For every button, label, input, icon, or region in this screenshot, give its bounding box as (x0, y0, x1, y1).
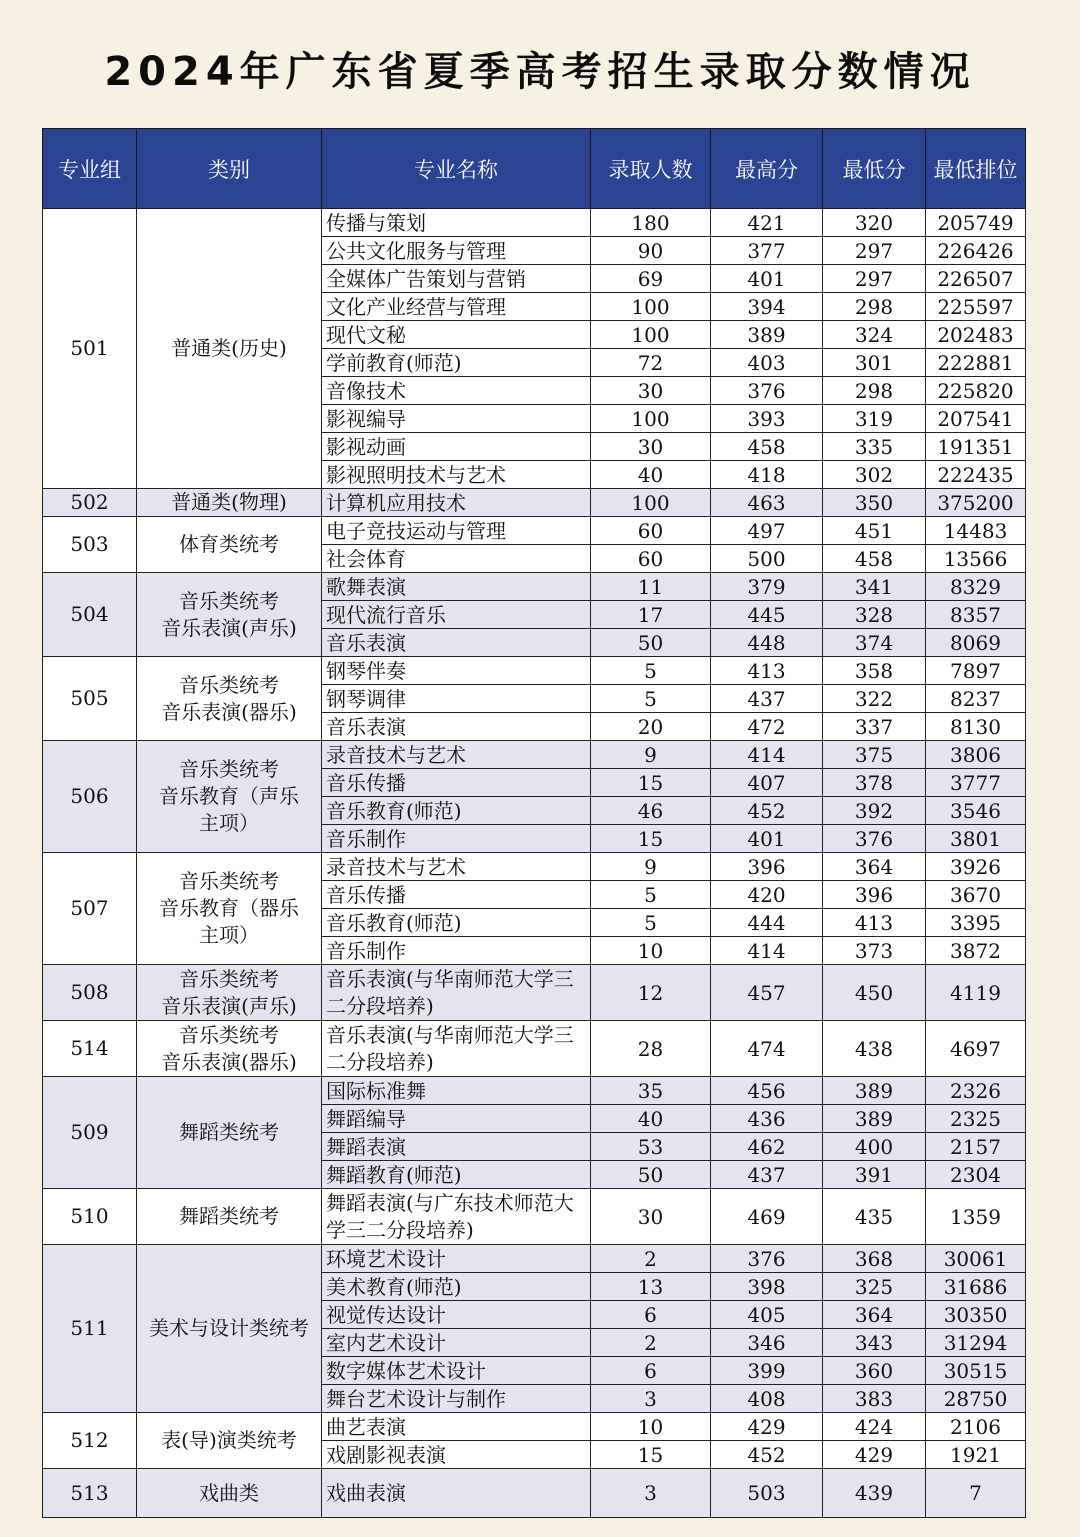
min-score: 360 (823, 1357, 926, 1385)
max-score: 405 (711, 1301, 823, 1329)
category-line: 普通类(物理) (171, 490, 287, 514)
major-name: 影视照明技术与艺术 (322, 461, 591, 489)
header-category: 类别 (137, 129, 322, 209)
max-score: 413 (711, 657, 823, 685)
major-name: 计算机应用技术 (322, 489, 591, 517)
group-code: 506 (43, 741, 137, 853)
admit-count: 6 (591, 1357, 711, 1385)
admit-count: 3 (591, 1469, 711, 1518)
major-name: 钢琴伴奏 (322, 657, 591, 685)
max-score: 458 (711, 433, 823, 461)
major-name: 舞蹈表演(与广东技术师范大学三二分段培养) (322, 1189, 591, 1245)
min-rank: 7897 (926, 657, 1026, 685)
admit-count: 100 (591, 321, 711, 349)
min-rank: 31294 (926, 1329, 1026, 1357)
admit-count: 40 (591, 1105, 711, 1133)
major-name: 录音技术与艺术 (322, 741, 591, 769)
admit-count: 13 (591, 1273, 711, 1301)
admit-count: 90 (591, 237, 711, 265)
major-name: 曲艺表演 (322, 1413, 591, 1441)
max-score: 421 (711, 209, 823, 237)
max-score: 414 (711, 741, 823, 769)
major-name: 现代流行音乐 (322, 601, 591, 629)
major-name: 音乐表演(与华南师范大学三二分段培养) (322, 965, 591, 1021)
category-line: 音乐类统考 (179, 1022, 279, 1047)
major-name: 音乐教育(师范) (322, 797, 591, 825)
min-rank: 3670 (926, 881, 1026, 909)
major-name: 音乐传播 (322, 881, 591, 909)
group-category (137, 209, 322, 489)
min-rank: 3395 (926, 909, 1026, 937)
table-row (43, 853, 1026, 881)
max-score: 463 (711, 489, 823, 517)
category-line: 表(导)演类统考 (161, 1428, 297, 1452)
admit-count: 60 (591, 517, 711, 545)
min-rank: 3806 (926, 741, 1026, 769)
min-score: 343 (823, 1329, 926, 1357)
category-line: 音乐类统考 (179, 869, 279, 893)
admit-count: 100 (591, 489, 711, 517)
admit-count: 30 (591, 433, 711, 461)
category-line: 音乐教育（声乐 (159, 784, 299, 808)
category-line: 美术与设计类统考 (149, 1316, 309, 1340)
min-rank: 226426 (926, 237, 1026, 265)
max-score: 394 (711, 293, 823, 321)
min-rank: 1921 (926, 1441, 1026, 1469)
admit-count: 9 (591, 741, 711, 769)
min-rank: 2157 (926, 1133, 1026, 1161)
min-score: 439 (823, 1469, 926, 1518)
admit-count: 10 (591, 937, 711, 965)
max-score: 408 (711, 1385, 823, 1413)
min-score: 298 (823, 377, 926, 405)
admit-count: 5 (591, 685, 711, 713)
major-name: 社会体育 (322, 545, 591, 573)
admit-count: 100 (591, 293, 711, 321)
admission-score-table-wrap (42, 128, 1025, 1518)
major-name: 现代文秘 (322, 321, 591, 349)
major-name: 音乐制作 (322, 937, 591, 965)
admit-count: 72 (591, 349, 711, 377)
major-name: 戏剧影视表演 (322, 1441, 591, 1469)
min-score: 337 (823, 713, 926, 741)
min-score: 396 (823, 881, 926, 909)
group-code: 510 (43, 1189, 137, 1245)
admit-count: 5 (591, 657, 711, 685)
admit-count: 5 (591, 909, 711, 937)
admit-count: 50 (591, 1161, 711, 1189)
header-group: 专业组 (43, 129, 137, 209)
max-score: 414 (711, 937, 823, 965)
min-score: 301 (823, 349, 926, 377)
max-score: 377 (711, 237, 823, 265)
table-row (43, 1189, 1026, 1245)
group-code: 503 (43, 517, 137, 573)
max-score: 399 (711, 1357, 823, 1385)
max-score: 389 (711, 321, 823, 349)
min-rank: 4697 (926, 1021, 1026, 1077)
max-score: 403 (711, 349, 823, 377)
min-score: 325 (823, 1273, 926, 1301)
major-name: 录音技术与艺术 (322, 853, 591, 881)
major-name: 音乐表演 (322, 713, 591, 741)
min-score: 413 (823, 909, 926, 937)
min-rank: 207541 (926, 405, 1026, 433)
header-max-score: 最高分 (711, 129, 823, 209)
min-rank: 30350 (926, 1301, 1026, 1329)
min-score: 389 (823, 1105, 926, 1133)
min-rank: 2106 (926, 1413, 1026, 1441)
category-line: 普通类(历史) (171, 336, 287, 360)
min-score: 375 (823, 741, 926, 769)
min-rank: 3801 (926, 825, 1026, 853)
max-score: 503 (711, 1469, 823, 1518)
group-category (137, 489, 322, 517)
max-score: 456 (711, 1077, 823, 1105)
group-code: 505 (43, 657, 137, 741)
admit-count: 35 (591, 1077, 711, 1105)
category-line: 音乐类统考 (179, 757, 279, 781)
major-name: 学前教育(师范) (322, 349, 591, 377)
min-score: 400 (823, 1133, 926, 1161)
admit-count: 30 (591, 377, 711, 405)
max-score: 448 (711, 629, 823, 657)
admit-count: 17 (591, 601, 711, 629)
header-major: 专业名称 (322, 129, 591, 209)
max-score: 452 (711, 1441, 823, 1469)
min-score: 368 (823, 1245, 926, 1273)
min-rank: 8329 (926, 573, 1026, 601)
group-code: 504 (43, 573, 137, 657)
max-score: 444 (711, 909, 823, 937)
admit-count: 69 (591, 265, 711, 293)
min-score: 322 (823, 685, 926, 713)
major-name: 环境艺术设计 (322, 1245, 591, 1273)
table-row (43, 965, 1026, 1021)
category-line: 音乐教育（器乐 (159, 896, 299, 920)
min-rank: 191351 (926, 433, 1026, 461)
group-category (137, 517, 322, 573)
admit-count: 50 (591, 629, 711, 657)
min-score: 358 (823, 657, 926, 685)
major-name: 音乐教育(师范) (322, 909, 591, 937)
table-row (43, 573, 1026, 601)
category-line: 音乐表演(器乐) (161, 699, 297, 724)
admit-count: 10 (591, 1413, 711, 1441)
min-score: 392 (823, 797, 926, 825)
min-score: 328 (823, 601, 926, 629)
major-name: 舞蹈表演 (322, 1133, 591, 1161)
major-name: 歌舞表演 (322, 573, 591, 601)
table-row (43, 1021, 1026, 1077)
major-name: 数字媒体艺术设计 (322, 1357, 591, 1385)
category-line: 戏曲类 (199, 1480, 259, 1505)
min-score: 458 (823, 545, 926, 573)
min-score: 350 (823, 489, 926, 517)
table-row (43, 209, 1026, 237)
min-rank: 205749 (926, 209, 1026, 237)
min-score: 391 (823, 1161, 926, 1189)
table-row (43, 741, 1026, 769)
admit-count: 2 (591, 1245, 711, 1273)
max-score: 407 (711, 769, 823, 797)
header-min-rank: 最低排位 (926, 129, 1026, 209)
min-score: 438 (823, 1021, 926, 1077)
group-code: 507 (43, 853, 137, 965)
major-name: 音像技术 (322, 377, 591, 405)
major-name: 影视动画 (322, 433, 591, 461)
max-score: 393 (711, 405, 823, 433)
min-rank: 1359 (926, 1189, 1026, 1245)
major-name: 电子竞技运动与管理 (322, 517, 591, 545)
min-score: 302 (823, 461, 926, 489)
min-score: 451 (823, 517, 926, 545)
max-score: 436 (711, 1105, 823, 1133)
group-category (137, 657, 322, 741)
min-rank: 8357 (926, 601, 1026, 629)
max-score: 420 (711, 881, 823, 909)
group-code: 509 (43, 1077, 137, 1189)
min-rank: 2325 (926, 1105, 1026, 1133)
min-score: 297 (823, 265, 926, 293)
admit-count: 6 (591, 1301, 711, 1329)
major-name: 音乐制作 (322, 825, 591, 853)
major-name: 美术教育(师范) (322, 1273, 591, 1301)
major-name: 音乐表演 (322, 629, 591, 657)
category-line: 音乐类统考 (179, 966, 279, 991)
max-score: 401 (711, 825, 823, 853)
category-line: 音乐表演(器乐) (161, 1049, 297, 1074)
group-category (137, 1077, 322, 1189)
group-category (137, 1021, 322, 1077)
min-rank: 226507 (926, 265, 1026, 293)
table-body (43, 209, 1026, 1518)
admit-count: 15 (591, 1441, 711, 1469)
max-score: 429 (711, 1413, 823, 1441)
min-rank: 28750 (926, 1385, 1026, 1413)
min-rank: 30061 (926, 1245, 1026, 1273)
category-line: 舞蹈类统考 (179, 1204, 279, 1228)
group-category (137, 741, 322, 853)
admit-count: 15 (591, 825, 711, 853)
major-name: 影视编导 (322, 405, 591, 433)
table-row (43, 1469, 1026, 1518)
admit-count: 40 (591, 461, 711, 489)
max-score: 418 (711, 461, 823, 489)
table-row (43, 1245, 1026, 1273)
group-code: 514 (43, 1021, 137, 1077)
min-rank: 222435 (926, 461, 1026, 489)
min-score: 376 (823, 825, 926, 853)
min-rank: 7 (926, 1469, 1026, 1518)
admit-count: 5 (591, 881, 711, 909)
category-line: 音乐类统考 (179, 672, 279, 697)
table-row (43, 657, 1026, 685)
group-code: 508 (43, 965, 137, 1021)
admit-count: 46 (591, 797, 711, 825)
min-rank: 3872 (926, 937, 1026, 965)
table-header-row (43, 129, 1026, 209)
admit-count: 30 (591, 1189, 711, 1245)
major-name: 传播与策划 (322, 209, 591, 237)
max-score: 398 (711, 1273, 823, 1301)
min-rank: 31686 (926, 1273, 1026, 1301)
min-rank: 222881 (926, 349, 1026, 377)
category-line: 舞蹈类统考 (179, 1120, 279, 1144)
min-score: 373 (823, 937, 926, 965)
major-name: 钢琴调律 (322, 685, 591, 713)
max-score: 462 (711, 1133, 823, 1161)
min-rank: 8130 (926, 713, 1026, 741)
max-score: 472 (711, 713, 823, 741)
min-score: 298 (823, 293, 926, 321)
category-line: 主项） (199, 811, 259, 835)
admit-count: 60 (591, 545, 711, 573)
category-line: 音乐类统考 (179, 588, 279, 613)
min-score: 383 (823, 1385, 926, 1413)
min-rank: 3777 (926, 769, 1026, 797)
group-category (137, 1245, 322, 1413)
max-score: 497 (711, 517, 823, 545)
min-score: 450 (823, 965, 926, 1021)
group-category (137, 1189, 322, 1245)
min-rank: 3926 (926, 853, 1026, 881)
min-rank: 13566 (926, 545, 1026, 573)
admit-count: 3 (591, 1385, 711, 1413)
min-rank: 225597 (926, 293, 1026, 321)
group-code: 501 (43, 209, 137, 489)
header-min-score: 最低分 (823, 129, 926, 209)
min-rank: 2326 (926, 1077, 1026, 1105)
table-row (43, 517, 1026, 545)
page-title: 2024年广东省夏季高考招生录取分数情况 (104, 49, 976, 95)
group-category (137, 853, 322, 965)
min-score: 335 (823, 433, 926, 461)
major-name: 视觉传达设计 (322, 1301, 591, 1329)
category-line: 音乐表演(声乐) (161, 615, 297, 640)
group-code: 512 (43, 1413, 137, 1469)
group-category (137, 965, 322, 1021)
admit-count: 9 (591, 853, 711, 881)
table-row (43, 1413, 1026, 1441)
major-name: 舞台艺术设计与制作 (322, 1385, 591, 1413)
max-score: 376 (711, 1245, 823, 1273)
admission-score-table (42, 128, 1026, 1518)
category-line: 主项） (199, 923, 259, 947)
min-score: 429 (823, 1441, 926, 1469)
group-code: 513 (43, 1469, 137, 1518)
header-count: 录取人数 (591, 129, 711, 209)
max-score: 401 (711, 265, 823, 293)
max-score: 445 (711, 601, 823, 629)
max-score: 469 (711, 1189, 823, 1245)
admit-count: 20 (591, 713, 711, 741)
min-score: 374 (823, 629, 926, 657)
min-rank: 8069 (926, 629, 1026, 657)
min-rank: 2304 (926, 1161, 1026, 1189)
min-score: 319 (823, 405, 926, 433)
min-rank: 375200 (926, 489, 1026, 517)
max-score: 437 (711, 1161, 823, 1189)
group-category (137, 1469, 322, 1518)
min-score: 341 (823, 573, 926, 601)
admit-count: 180 (591, 209, 711, 237)
min-score: 389 (823, 1077, 926, 1105)
admit-count: 100 (591, 405, 711, 433)
min-score: 364 (823, 1301, 926, 1329)
max-score: 500 (711, 545, 823, 573)
min-score: 378 (823, 769, 926, 797)
max-score: 437 (711, 685, 823, 713)
min-rank: 8237 (926, 685, 1026, 713)
category-line: 体育类统考 (179, 532, 279, 556)
group-category (137, 1413, 322, 1469)
max-score: 346 (711, 1329, 823, 1357)
major-name: 公共文化服务与管理 (322, 237, 591, 265)
min-rank: 4119 (926, 965, 1026, 1021)
min-score: 320 (823, 209, 926, 237)
table-row (43, 489, 1026, 517)
min-rank: 3546 (926, 797, 1026, 825)
admit-count: 2 (591, 1329, 711, 1357)
min-rank: 30515 (926, 1357, 1026, 1385)
major-name: 全媒体广告策划与营销 (322, 265, 591, 293)
major-name: 音乐表演(与华南师范大学三二分段培养) (322, 1021, 591, 1077)
min-rank: 225820 (926, 377, 1026, 405)
table-row (43, 1077, 1026, 1105)
admit-count: 15 (591, 769, 711, 797)
min-score: 435 (823, 1189, 926, 1245)
major-name: 国际标准舞 (322, 1077, 591, 1105)
major-name: 文化产业经营与管理 (322, 293, 591, 321)
max-score: 379 (711, 573, 823, 601)
major-name: 舞蹈编导 (322, 1105, 591, 1133)
max-score: 376 (711, 377, 823, 405)
min-score: 424 (823, 1413, 926, 1441)
group-category (137, 573, 322, 657)
min-score: 324 (823, 321, 926, 349)
major-name: 戏曲表演 (322, 1469, 591, 1518)
group-code: 511 (43, 1245, 137, 1413)
category-line: 音乐表演(声乐) (161, 993, 297, 1018)
admit-count: 28 (591, 1021, 711, 1077)
admit-count: 11 (591, 573, 711, 601)
major-name: 音乐传播 (322, 769, 591, 797)
admit-count: 53 (591, 1133, 711, 1161)
min-rank: 14483 (926, 517, 1026, 545)
max-score: 474 (711, 1021, 823, 1077)
min-score: 364 (823, 853, 926, 881)
major-name: 室内艺术设计 (322, 1329, 591, 1357)
max-score: 452 (711, 797, 823, 825)
max-score: 457 (711, 965, 823, 1021)
max-score: 396 (711, 853, 823, 881)
major-name: 舞蹈教育(师范) (322, 1161, 591, 1189)
min-rank: 202483 (926, 321, 1026, 349)
min-score: 297 (823, 237, 926, 265)
group-code: 502 (43, 489, 137, 517)
admit-count: 12 (591, 965, 711, 1021)
